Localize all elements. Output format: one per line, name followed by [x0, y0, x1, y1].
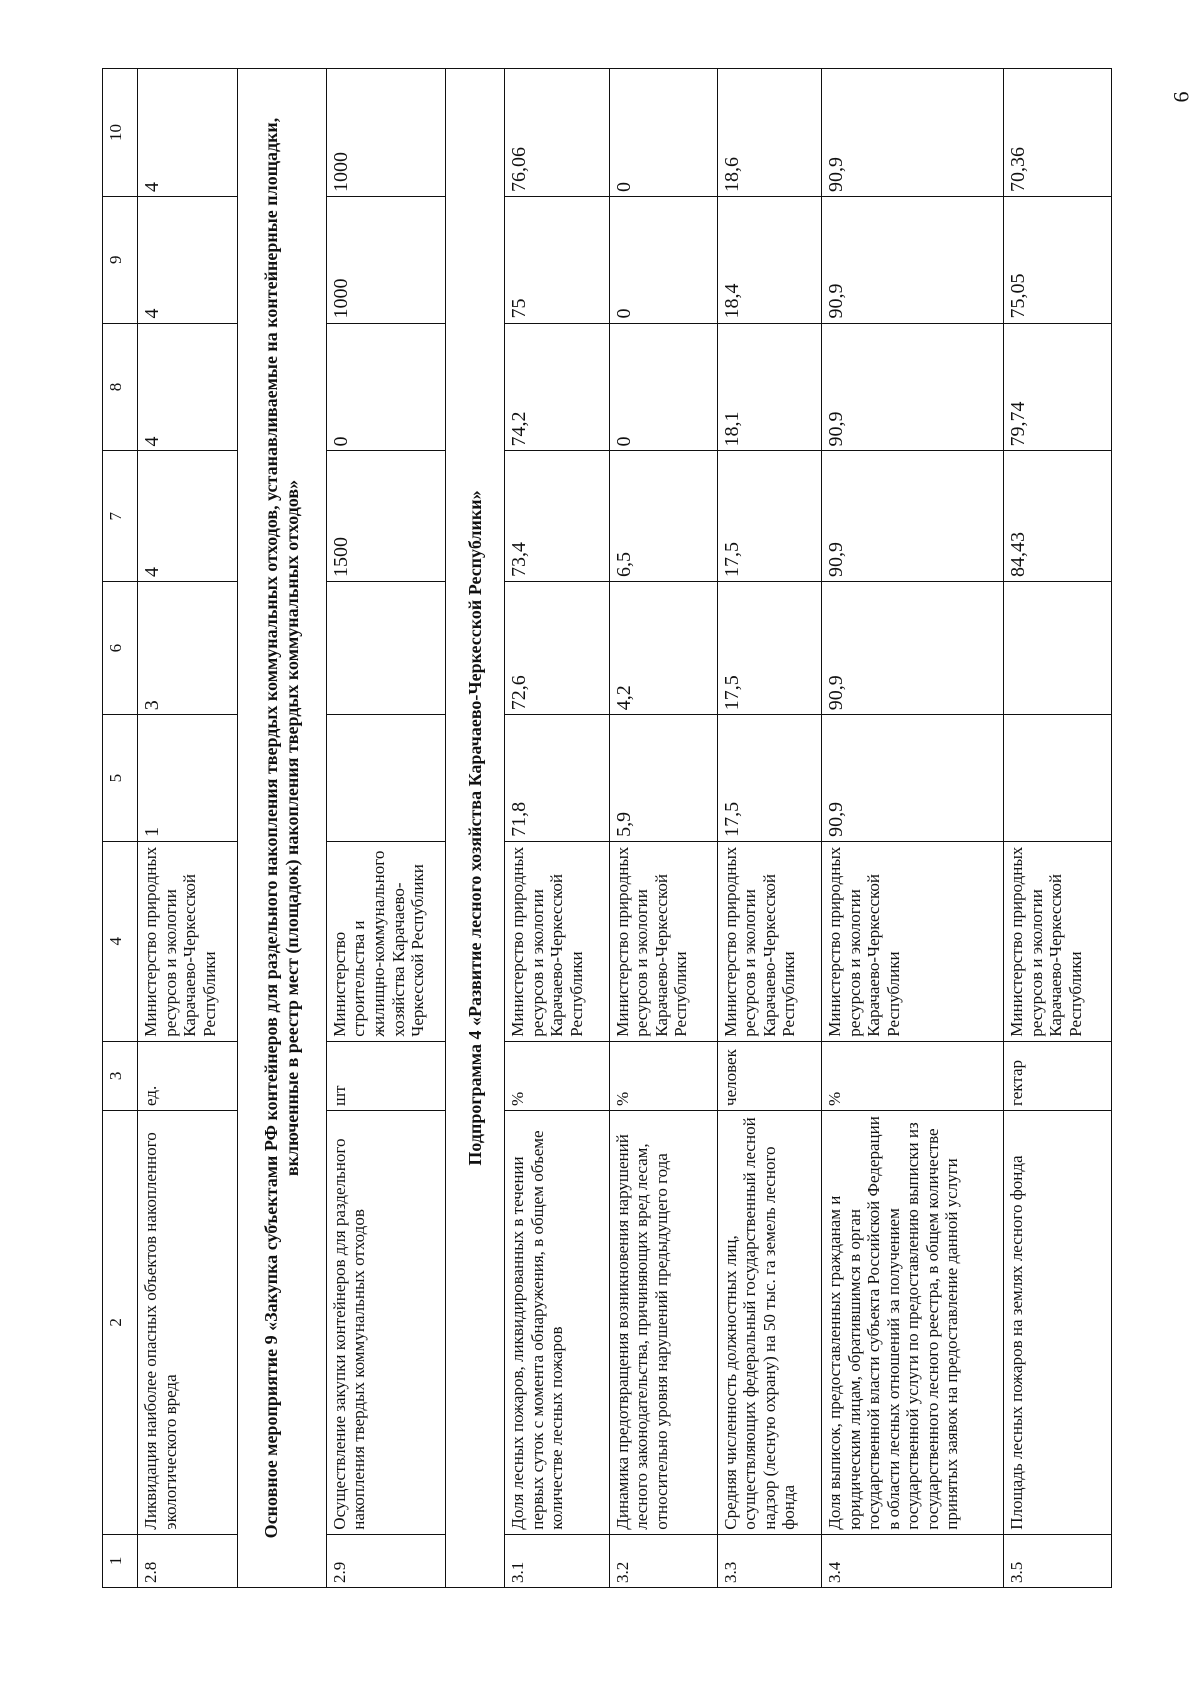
value-col6: 3	[138, 582, 238, 715]
table-row	[609, 69, 717, 1588]
value-col7: 90,9	[822, 451, 1004, 582]
responsible-org: Министерство природных ресурсов и экологии Карачаево-Черкесской Республики	[822, 841, 1004, 1041]
header-cell: 7	[103, 451, 138, 582]
unit: гектар	[1003, 1041, 1111, 1110]
value-col7: 4	[138, 451, 238, 582]
value-col10: 18,6	[717, 69, 822, 197]
header-cell: 1	[103, 1534, 138, 1587]
indicator-name: Осуществление закупки контейнеров для раздельного накопления твердых коммунальных отходов	[326, 1110, 445, 1534]
value-col5	[1003, 715, 1111, 842]
value-col8: 0	[326, 323, 445, 451]
value-col5: 1	[138, 715, 238, 842]
value-col8: 4	[138, 323, 238, 451]
table-row	[326, 69, 445, 1588]
value-col9: 18,4	[717, 196, 822, 323]
value-col7: 6,5	[609, 451, 717, 582]
header-cell: 2	[103, 1110, 138, 1534]
table-row	[138, 69, 238, 1588]
table-row	[505, 69, 610, 1588]
responsible-org: Министерство природных ресурсов и экологии Карачаево-Черкесской Республики	[717, 841, 822, 1041]
indicator-name: Доля выписок, предоставленных гражданам и юридическим лицам, обратившимся в орган государственной власти субъекта Российской Федерации в области лесных отношений за получением государственной услуги по предоставлению выписки из государственного лесного реестра, в общем количестве принятых заявок на предоставление данной услуги	[822, 1110, 1004, 1534]
responsible-org: Министерство природных ресурсов и экологии Карачаево-Черкесской Республики	[1003, 841, 1111, 1041]
value-col7: 17,5	[717, 451, 822, 582]
value-col5	[326, 715, 445, 842]
value-col5: 71,8	[505, 715, 610, 842]
responsible-org: Министерство строительства и жилищно-коммунального хозяйства Карачаево-Черкесской Республики	[326, 841, 445, 1041]
header-cell: 8	[103, 323, 138, 451]
header-cell: 9	[103, 196, 138, 323]
row-number: 3.3	[717, 1534, 822, 1587]
row-number: 3.2	[609, 1534, 717, 1587]
value-col6: 72,6	[505, 582, 610, 715]
unit: %	[609, 1041, 717, 1110]
responsible-org: Министерство природных ресурсов и экологии Карачаево-Черкесской Республики	[138, 841, 238, 1041]
row-number: 3.5	[1003, 1534, 1111, 1587]
value-col8: 0	[609, 323, 717, 451]
value-col8: 90,9	[822, 323, 1004, 451]
unit: %	[822, 1041, 1004, 1110]
row-number: 3.4	[822, 1534, 1004, 1587]
value-col6: 4,2	[609, 582, 717, 715]
row-number: 3.1	[505, 1534, 610, 1587]
unit: человек	[717, 1041, 822, 1110]
section-title: Основное мероприятие 9 «Закупка субъектами РФ контейнеров для раздельного накопления твердых коммунальных отходов, устанавливаемые на контейнерные площадки, включенные в реестр мест (площадок) накопления твердых коммунальных отходов»	[238, 69, 327, 1588]
value-col10: 4	[138, 69, 238, 197]
value-col9: 0	[609, 196, 717, 323]
value-col7: 73,4	[505, 451, 610, 582]
header-cell: 6	[103, 582, 138, 715]
value-col8: 74,2	[505, 323, 610, 451]
indicator-name: Площадь лесных пожаров на землях лесного фонда	[1003, 1110, 1111, 1534]
section-title: Подпрограмма 4 «Развитие лесного хозяйства Карачаево-Черкесской Республики»	[445, 69, 504, 1588]
value-col9: 4	[138, 196, 238, 323]
value-col10: 1000	[326, 69, 445, 197]
value-col8: 79,74	[1003, 323, 1111, 451]
value-col9: 75,05	[1003, 196, 1111, 323]
header-cell: 3	[103, 1041, 138, 1110]
indicator-name: Средняя численность должностных лиц, осуществляющих федеральный государственный лесной надзор (лесную охрану) на 50 тыс. га земель лесного фонда	[717, 1110, 822, 1534]
value-col5: 90,9	[822, 715, 1004, 842]
value-col6	[1003, 582, 1111, 715]
table-row	[1003, 69, 1111, 1588]
value-col5: 17,5	[717, 715, 822, 842]
value-col10: 76,06	[505, 69, 610, 197]
section-row	[445, 69, 504, 1588]
value-col9: 1000	[326, 196, 445, 323]
header-cell: 5	[103, 715, 138, 842]
value-col10: 90,9	[822, 69, 1004, 197]
indicator-name: Доля лесных пожаров, ликвидированных в течении первых суток с момента обнаружения, в общем объеме количестве лесных пожаров	[505, 1110, 610, 1534]
value-col7: 84,43	[1003, 451, 1111, 582]
table-row	[717, 69, 822, 1588]
unit: шт	[326, 1041, 445, 1110]
section-row	[238, 69, 327, 1588]
value-col6	[326, 582, 445, 715]
value-col10: 0	[609, 69, 717, 197]
unit: ед.	[138, 1041, 238, 1110]
value-col5: 5,9	[609, 715, 717, 842]
indicator-name: Динамика предотвращения возникновения нарушений лесного законодательства, причиняющих вред лесам, относительно уровня нарушений предыдущего года	[609, 1110, 717, 1534]
value-col8: 18,1	[717, 323, 822, 451]
value-col9: 75	[505, 196, 610, 323]
header-cell: 10	[103, 69, 138, 197]
indicator-name: Ликвидация наиболее опасных объектов накопленного экологического вреда	[138, 1110, 238, 1534]
unit: %	[505, 1041, 610, 1110]
header-row	[103, 69, 138, 1588]
value-col7: 1500	[326, 451, 445, 582]
page-number: 6	[1168, 91, 1194, 103]
rotated-table-container	[102, 68, 1112, 1588]
value-col10: 70,36	[1003, 69, 1111, 197]
row-number: 2.9	[326, 1534, 445, 1587]
responsible-org: Министерство природных ресурсов и экологии Карачаево-Черкесской Республики	[505, 841, 610, 1041]
value-col6: 17,5	[717, 582, 822, 715]
value-col6: 90,9	[822, 582, 1004, 715]
row-number: 2.8	[138, 1534, 238, 1587]
table-row	[822, 69, 1004, 1588]
indicators-table	[102, 68, 1112, 1588]
responsible-org: Министерство природных ресурсов и экологии Карачаево-Черкесской Республики	[609, 841, 717, 1041]
header-cell: 4	[103, 841, 138, 1041]
value-col9: 90,9	[822, 196, 1004, 323]
